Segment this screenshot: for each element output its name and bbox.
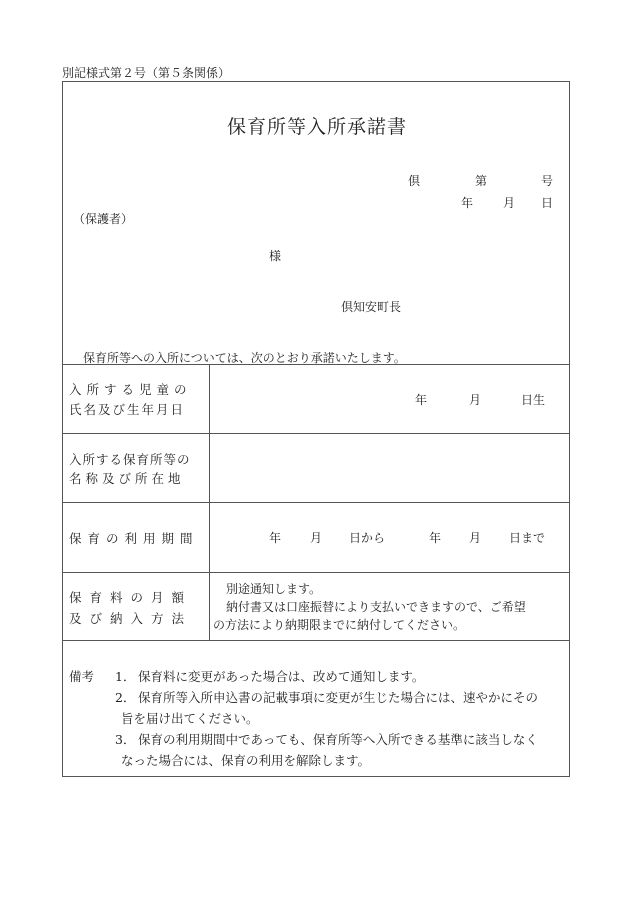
period-to-year: 年	[429, 531, 442, 545]
remark-2-line2: 旨を届け出てください。	[121, 711, 259, 726]
fee-label-line2: 及び納入方法	[69, 611, 193, 626]
period-from-month: 月	[310, 531, 323, 545]
remark-1-text: 保育料に変更があった場合は、改めて通知します。	[138, 669, 425, 684]
doc-number-prefix: 倶	[408, 174, 421, 188]
issuer: 倶知安町長	[341, 300, 402, 314]
divider	[63, 364, 569, 365]
period-from-day: 日から	[349, 531, 386, 545]
divider	[63, 433, 569, 434]
remark-2-number: 2．	[115, 690, 136, 705]
remark-3-line1: 保育の利用期間中であっても、保育所等へ入所できる基準に該当しなく	[138, 732, 538, 747]
child-label-line2: 氏名及び生年月日	[69, 402, 186, 417]
intro-text: 保育所等への入所については、次のとおり承諾いたします。	[83, 351, 406, 365]
date-month: 月	[503, 196, 516, 210]
fee-text-line3: の方法により納期限までに納付してください。	[213, 618, 466, 632]
period-to-day: 日まで	[509, 531, 546, 545]
child-birth-month: 月	[469, 393, 482, 407]
remarks-heading: 備考	[69, 669, 95, 684]
fee-label-line1: 保育料の月額	[69, 590, 193, 605]
child-birth-day: 日生	[521, 393, 546, 407]
date-year: 年	[461, 196, 474, 210]
divider	[63, 640, 569, 641]
child-birth-year: 年	[415, 393, 428, 407]
remark-3-number: 3．	[115, 732, 136, 747]
approval-form	[62, 81, 570, 777]
remark-1-number: 1．	[115, 669, 136, 684]
honorific: 様	[269, 249, 282, 263]
remark-3-line2: なった場合には、保育の利用を解除します。	[121, 753, 371, 768]
period-to-month: 月	[469, 531, 482, 545]
date-day: 日	[541, 196, 554, 210]
guardian-label: （保護者）	[73, 212, 134, 226]
remark-2-line1: 保育所等入所申込書の記載事項に変更が生じた場合には、速やかにその	[138, 690, 539, 705]
child-label-line1: 入所する児童の	[69, 382, 192, 397]
facility-label-line1: 入所する保育所等の	[69, 452, 191, 467]
doc-number-mid: 第	[475, 174, 488, 188]
divider	[63, 572, 569, 573]
period-from-year: 年	[269, 531, 282, 545]
facility-label-line2: 名称及び所在地	[69, 471, 185, 486]
fee-text-line1: 別途通知します。	[226, 582, 322, 596]
form-reference: 別記様式第２号（第５条関係）	[62, 66, 231, 80]
document-title: 保育所等入所承諾書	[226, 116, 407, 138]
period-label: 保育の利用期間	[69, 531, 199, 546]
column-divider	[209, 364, 210, 640]
divider	[63, 502, 569, 503]
fee-text-line2: 納付書又は口座振替により支払いできますので、ご希望	[226, 600, 526, 614]
doc-number-suffix: 号	[541, 174, 554, 188]
